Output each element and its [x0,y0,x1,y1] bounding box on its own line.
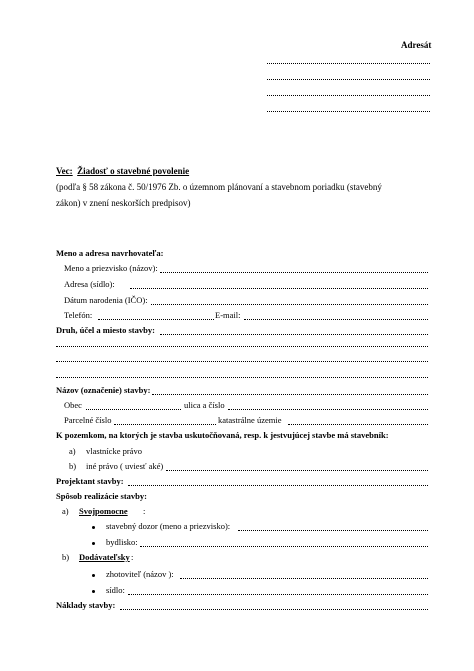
construction-type-line-3[interactable] [56,361,428,362]
execution-contractor-marker: b) [62,552,70,562]
execution-contractor-label: Dodávateľsky [79,552,130,562]
street-field[interactable] [228,409,428,410]
execution-heading: Spôsob realizácie stavby: [56,491,147,501]
subject-title: Žiadosť o stavebné povolenie [77,166,190,176]
street-label: ulica a číslo [184,400,225,410]
cadastral-field[interactable] [288,424,428,425]
designer-field[interactable] [128,485,428,486]
applicant-email-field[interactable] [244,319,428,320]
bullet-icon [92,574,95,577]
ownership-option-a-marker: a) [69,446,76,456]
seat-field[interactable] [128,594,428,595]
applicant-address-field[interactable] [130,288,428,289]
applicant-address-label: Adresa (sídlo): [64,279,115,289]
ownership-option-b[interactable]: iné právo ( uviesť aké) [86,461,164,471]
ownership-option-b-marker: b) [69,461,77,471]
ownership-other-field[interactable] [166,470,428,471]
applicant-name-field[interactable] [160,272,428,273]
addressee-line-3[interactable] [267,95,430,96]
designer-label: Projektant stavby: [56,476,124,486]
execution-self-colon: : [143,506,146,516]
contractor-name-label: zhotoviteľ (názov ): [106,569,174,579]
subject-legal-line-2: zákon) v znení neskorších predpisov) [56,198,191,208]
bullet-icon [92,542,95,545]
addressee-line-4[interactable] [267,111,430,112]
bullet-icon [92,526,95,529]
cadastral-label: katastrálne územie [218,415,282,425]
execution-contractor-colon: : [131,552,134,562]
parcel-label: Parcelné číslo [64,415,112,425]
construction-type-field[interactable] [160,334,428,335]
residence-field[interactable] [140,546,428,547]
supervisor-label: stavebný dozor (meno a priezvisko): [106,521,231,531]
bullet-icon [92,590,95,593]
applicant-name-label: Meno a priezvisko (názov): [64,263,158,273]
execution-self-marker: a) [62,506,69,516]
construction-name-field[interactable] [152,394,428,395]
costs-field[interactable] [120,609,428,610]
costs-label: Náklady stavby: [56,600,116,610]
subject-heading [56,166,189,176]
seat-label: sídlo: [106,585,125,595]
addressee-line-2[interactable] [267,79,430,80]
applicant-dob-label: Dátum narodenia (IČO): [64,295,148,305]
residence-label: bydlisko: [106,537,138,547]
construction-type-line-4[interactable] [56,377,428,378]
municipality-label: Obec [64,400,82,410]
construction-name-label: Názov (označenie) stavby: [56,385,151,395]
applicant-phone-label: Telefón: [64,310,93,320]
ownership-heading: K pozemkom, na ktorých je stavba uskutočňovaná, resp. k jestvujúcej stavbe má stavebník: [56,430,389,440]
addressee-label: Adresát [401,40,432,50]
addressee-line-1[interactable] [267,63,430,64]
applicant-phone-field[interactable] [98,319,214,320]
applicant-dob-field[interactable] [151,304,428,305]
supervisor-field[interactable] [238,530,428,531]
applicant-heading: Meno a adresa navrhovateľa: [56,248,164,258]
applicant-email-label: E-mail: [215,310,241,320]
subject-legal-line-1: (podľa § 58 zákona č. 50/1976 Zb. o územnom plánovaní a stavebnom poriadku (stavebný [56,182,382,192]
subject-prefix: Vec: [56,166,73,176]
construction-type-line-2[interactable] [56,346,428,347]
municipality-field[interactable] [86,409,181,410]
construction-type-label: Druh, účel a miesto stavby: [56,325,155,335]
execution-self-label: Svojpomocne [79,506,128,516]
parcel-field[interactable] [114,424,216,425]
contractor-name-field[interactable] [180,578,428,579]
ownership-option-a[interactable]: vlastnícke právo [86,446,142,456]
